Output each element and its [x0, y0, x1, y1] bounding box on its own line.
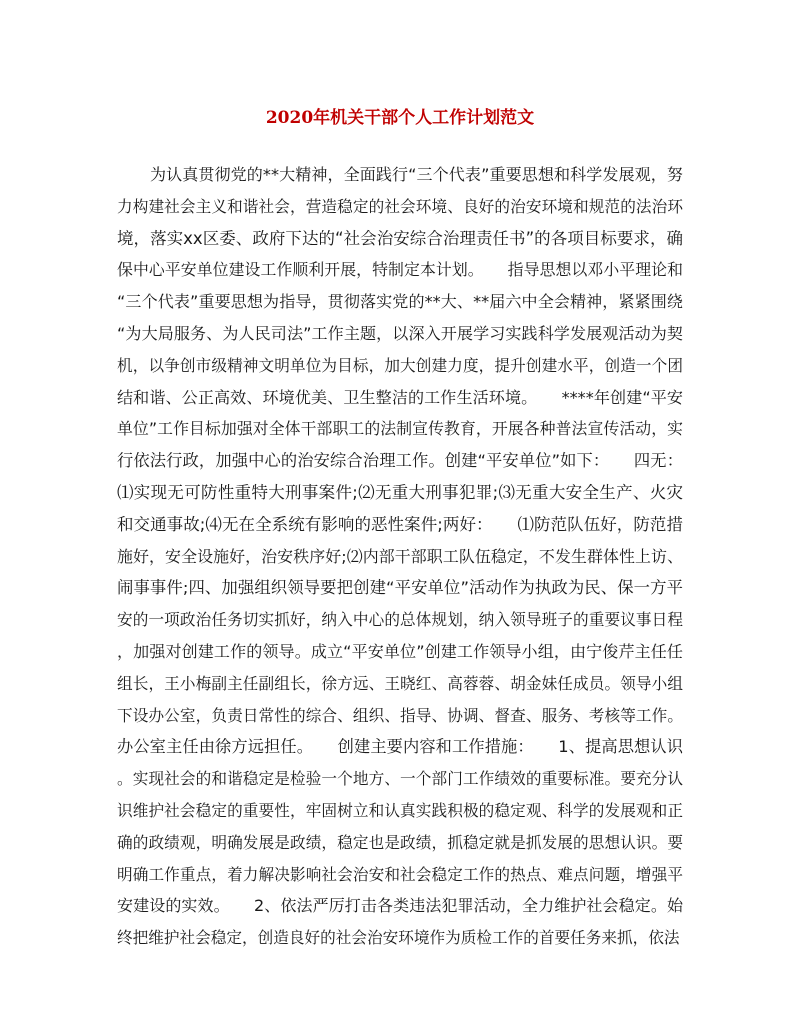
paragraph-line: 安建设的实效。 2、依法严厉打击各类违法犯罪活动，全力维护社会稳定。始	[117, 896, 683, 916]
paragraph-line: 行依法行政，加强中心的治安综合治理工作。创建“平安单位”如下： 四无：	[117, 451, 683, 471]
paragraph-line: 闹事事件;四、加强组织领导要把创建“平安单位”活动作为执政为民、保一方平	[117, 578, 683, 598]
paragraph-line: “三个代表”重要思想为指导，贯彻落实党的**大、**届六中全会精神，紧紧围绕	[117, 292, 683, 312]
paragraph-line: 单位”工作目标加强对全体干部职工的法制宣传教育，开展各种普法宣传活动，实	[117, 419, 683, 439]
paragraph-line: 办公室主任由徐方远担任。 创建主要内容和工作措施： 1、提高思想认识	[117, 737, 683, 757]
paragraph-line: 明确工作重点，着力解决影响社会治安和社会稳定工作的热点、难点问题，增强平	[117, 864, 683, 884]
paragraph-line: 。实现社会的和谐稳定是检验一个地方、一个部门工作绩效的重要标准。要充分认	[117, 769, 683, 789]
document-title: 2020年机关干部个人工作计划范文	[265, 108, 535, 128]
paragraph-line: 施好，安全设施好，治安秩序好;⑵内部干部职工队伍稳定，不发生群体性上访、	[117, 546, 683, 566]
paragraph-line: 境，落实xx区委、政府下达的“社会治安综合治理责任书”的各项目标要求，确	[117, 228, 683, 248]
paragraph-line: “为大局服务、为人民司法”工作主题，以深入开展学习实践科学发展观活动为契	[117, 323, 683, 343]
document-body	[117, 159, 683, 954]
paragraph-line: 结和谐、公正高效、环境优美、卫生整洁的工作生活环境。 ****年创建“平安	[117, 387, 683, 407]
paragraph-line: 为认真贯彻党的**大精神，全面践行“三个代表”重要思想和科学发展观，努	[150, 165, 683, 184]
paragraph-line: 下设办公室，负责日常性的综合、组织、指导、协调、督查、服务、考核等工作。	[117, 705, 683, 725]
paragraph-line: ⑴实现无可防性重特大刑事案件;⑵无重大刑事犯罪;⑶无重大安全生产、火灾	[117, 482, 683, 502]
paragraph-line: ，加强对创建工作的领导。成立“平安单位”创建工作领导小组，由宁俊芹主任任	[117, 641, 683, 661]
paragraph-line: 安的一项政治任务切实抓好，纳入中心的总体规划，纳入领导班子的重要议事日程	[117, 610, 683, 630]
paragraph-line: 组长，王小梅副主任副组长，徐方远、王晓红、高蓉蓉、胡金妹任成员。领导小组	[117, 673, 683, 693]
paragraph-line: 力构建社会主义和谐社会，营造稳定的社会环境、良好的治安环境和规范的法治环	[117, 196, 683, 216]
paragraph-line: 终把维护社会稳定，创造良好的社会治安环境作为质检工作的首要任务来抓，依法	[117, 928, 680, 948]
paragraph-line: 机，以争创市级精神文明单位为目标，加大创建力度，提升创建水平，创造一个团	[117, 355, 683, 375]
paragraph-line: 识维护社会稳定的重要性，牢固树立和认真实践积极的稳定观、科学的发展观和正	[117, 800, 683, 820]
paragraph-line: 和交通事故;⑷无在全系统有影响的恶性案件;两好： ⑴防范队伍好，防范措	[117, 514, 683, 534]
paragraph-line: 保中心平安单位建设工作顺利开展，特制定本计划。 指导思想以邓小平理论和	[117, 260, 683, 280]
paragraph-line: 确的政绩观，明确发展是政绩，稳定也是政绩，抓稳定就是抓发展的思想认识。要	[117, 832, 683, 852]
